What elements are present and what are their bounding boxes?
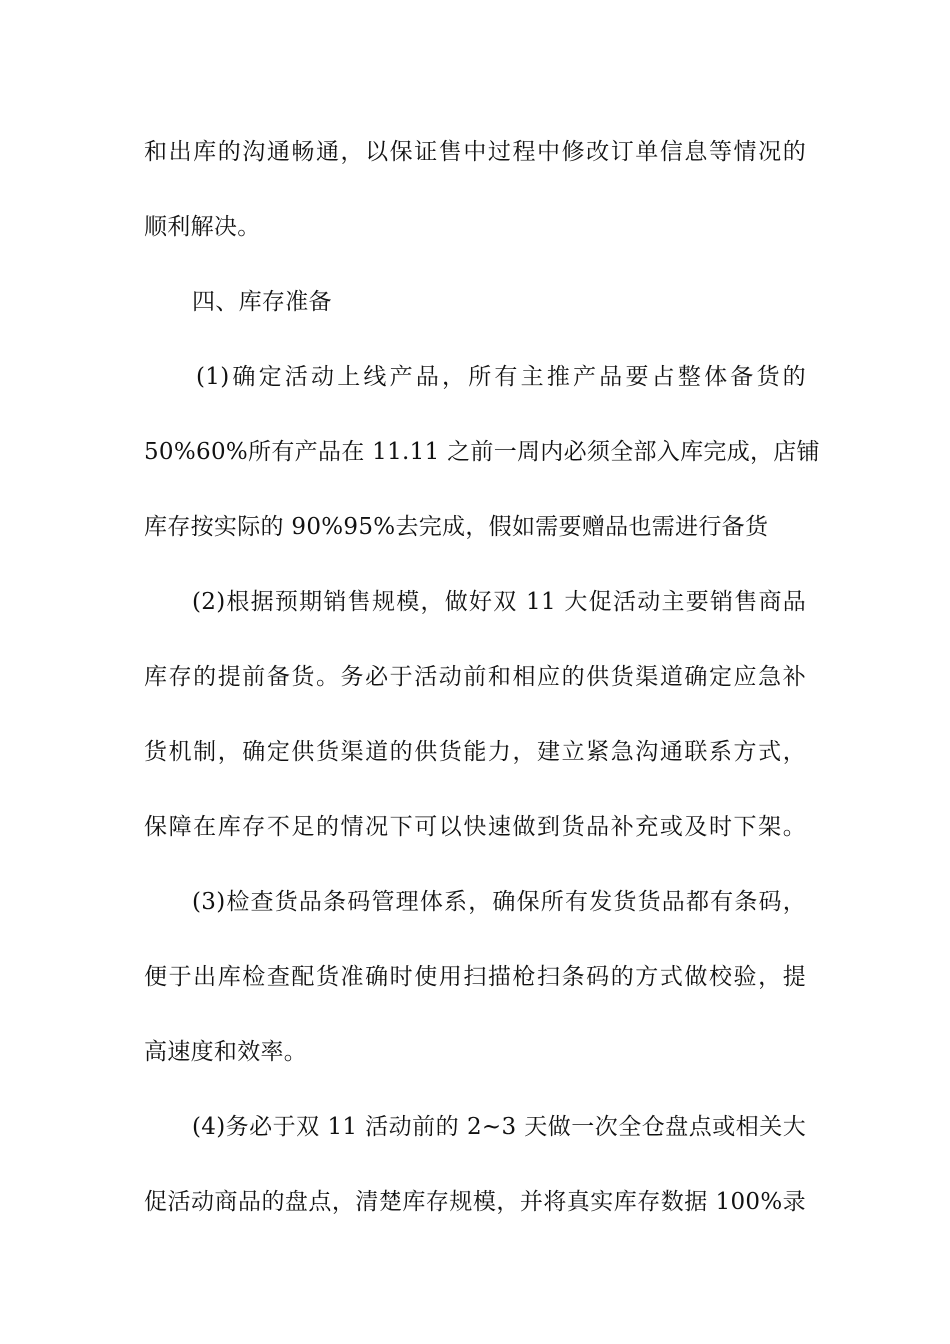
body-text-line: (3)检查货品条码管理体系，确保所有发货货品都有条码，	[192, 889, 806, 915]
body-text-line: 库存的提前备货。务必于活动前和相应的供货渠道确定应急补	[144, 664, 806, 690]
body-text-line: 保障在库存不足的情况下可以快速做到货品补充或及时下架。	[144, 814, 806, 840]
body-text-line: 促活动商品的盘点，清楚库存规模，并将真实库存数据 100%录	[144, 1189, 806, 1215]
section-heading: 四、库存准备	[192, 289, 332, 315]
body-text-line: 货机制，确定供货渠道的供货能力，建立紧急沟通联系方式，	[144, 739, 806, 765]
body-text-line: 库存按实际的 90%95%去完成，假如需要赠品也需进行备货	[144, 514, 769, 540]
body-text-line: 50%60%所有产品在 11.11 之前一周内必须全部入库完成，店铺	[144, 439, 820, 465]
body-text-line: (1)确定活动上线产品，所有主推产品要占整体备货的	[196, 364, 806, 390]
body-text-line: (4)务必于双 11 活动前的 2~3 天做一次全仓盘点或相关大	[192, 1114, 806, 1140]
body-text-line: 顺利解决。	[144, 214, 261, 240]
body-text-line: 便于出库检查配货准确时使用扫描枪扫条码的方式做校验，提	[144, 964, 806, 990]
body-text-line: 高速度和效率。	[144, 1039, 308, 1065]
body-text-line: 和出库的沟通畅通，以保证售中过程中修改订单信息等情况的	[144, 139, 806, 165]
body-text-line: (2)根据预期销售规模，做好双 11 大促活动主要销售商品	[192, 589, 806, 615]
